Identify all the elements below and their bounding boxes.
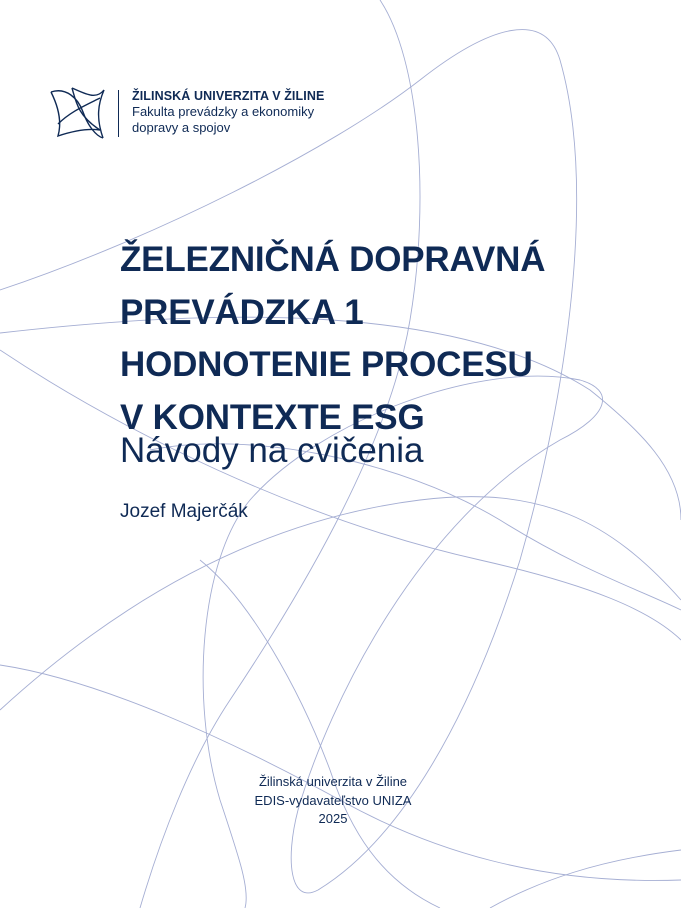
curve-8	[200, 560, 440, 908]
title-line-3: HODNOTENIE PROCESU	[120, 345, 533, 384]
faculty-name-line2: dopravy a spojov	[132, 120, 231, 135]
title-line-1: ŽELEZNIČNÁ DOPRAVNÁ	[120, 240, 546, 279]
university-logo-icon	[48, 84, 106, 140]
book-subtitle: Návody na cvičenia	[120, 431, 424, 470]
faculty-name-line1: Fakulta prevádzky a ekonomiky	[132, 104, 315, 119]
university-header	[132, 88, 324, 136]
title-line-2: PREVÁDZKA 1	[120, 292, 364, 332]
title-line-4: V KONTEXTE ESG	[120, 397, 425, 437]
curve-9	[490, 850, 681, 908]
publisher-university: Žilinská univerzita v Žiline	[258, 774, 408, 789]
book-title	[120, 234, 545, 444]
publisher-name: EDIS-vydavateľstvo UNIZA	[254, 792, 412, 808]
logo-divider	[118, 90, 119, 137]
publication-year: 2025	[318, 811, 348, 827]
curve-7	[0, 497, 681, 710]
author-name: Jozef Majerčák	[120, 501, 248, 522]
publisher-block	[233, 773, 433, 829]
university-name: ŽILINSKÁ UNIVERZITA V ŽILINE	[132, 89, 325, 103]
